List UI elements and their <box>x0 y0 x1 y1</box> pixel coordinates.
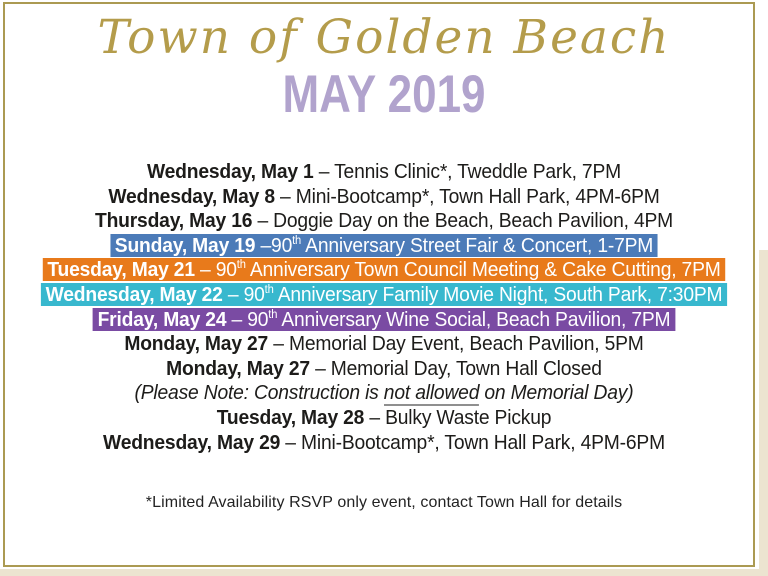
event-row <box>23 357 745 382</box>
event-row <box>23 332 745 357</box>
event-date: Friday, May 24 <box>97 307 227 331</box>
ordinal-suffix: th <box>264 282 274 297</box>
event-row <box>23 283 745 308</box>
event-date: Wednesday, May 29 <box>103 430 281 454</box>
event-text-highlighted: Sunday, May 19 –90th Anniversary Street Fair & Concert, 1-7PM <box>110 234 658 257</box>
page-edge-bottom <box>0 569 768 576</box>
event-row <box>23 431 745 456</box>
event-row <box>23 185 745 210</box>
event-list <box>23 160 745 455</box>
event-text: Monday, May 27 – Memorial Day Event, Beach Pavilion, 5PM <box>124 332 644 356</box>
event-row <box>23 209 745 234</box>
event-text: (Please Note: Construction is not allowed on Memorial Day) <box>134 381 634 405</box>
event-date: Tuesday, May 21 <box>47 258 195 282</box>
event-date: Wednesday, May 8 <box>108 184 275 208</box>
footer-note: *Limited Availability RSVP only event, contact Town Hall for details <box>145 494 623 511</box>
event-date: Monday, May 27 <box>166 356 310 380</box>
event-date: Sunday, May 19 <box>114 233 256 257</box>
event-row <box>23 160 745 185</box>
event-text: Tuesday, May 28 – Bulky Waste Pickup <box>216 405 552 429</box>
town-title: Town of Golden Beach <box>97 10 671 65</box>
event-text-highlighted: Wednesday, May 22 – 90th Anniversary Family Movie Night, South Park, 7:30PM <box>41 283 727 306</box>
event-date: Thursday, May 16 <box>94 209 253 233</box>
page-edge-right <box>759 250 768 576</box>
event-text: Wednesday, May 8 – Mini-Bootcamp*, Town Hall Park, 4PM-6PM <box>108 184 660 208</box>
event-date: Wednesday, May 22 <box>45 282 223 306</box>
event-text-highlighted: Tuesday, May 21 – 90th Anniversary Town Council Meeting & Cake Cutting, 7PM <box>43 258 726 281</box>
ordinal-suffix: th <box>268 306 278 321</box>
event-row <box>23 308 745 333</box>
event-row <box>23 381 745 406</box>
ordinal-suffix: th <box>292 232 302 247</box>
event-date: Wednesday, May 1 <box>147 160 314 183</box>
flyer-header <box>0 8 768 124</box>
event-row <box>23 234 745 259</box>
event-text: Wednesday, May 1 – Tennis Clinic*, Tweddle Park, 7PM <box>147 160 621 183</box>
event-text: Monday, May 27 – Memorial Day, Town Hall Closed <box>166 356 602 380</box>
event-text: Wednesday, May 29 – Mini-Bootcamp*, Town Hall Park, 4PM-6PM <box>103 430 665 454</box>
month-year-title: MAY 2019 <box>282 65 486 124</box>
event-text-highlighted: Friday, May 24 – 90th Anniversary Wine Social, Beach Pavilion, 7PM <box>93 308 675 331</box>
event-date: Monday, May 27 <box>124 332 269 356</box>
event-date: Tuesday, May 28 <box>216 405 365 429</box>
event-text: Thursday, May 16 – Doggie Day on the Beach, Beach Pavilion, 4PM <box>94 209 674 233</box>
event-row <box>23 406 745 431</box>
underlined-phrase: not allowed <box>383 381 480 405</box>
event-row <box>23 258 745 283</box>
ordinal-suffix: th <box>236 257 246 272</box>
